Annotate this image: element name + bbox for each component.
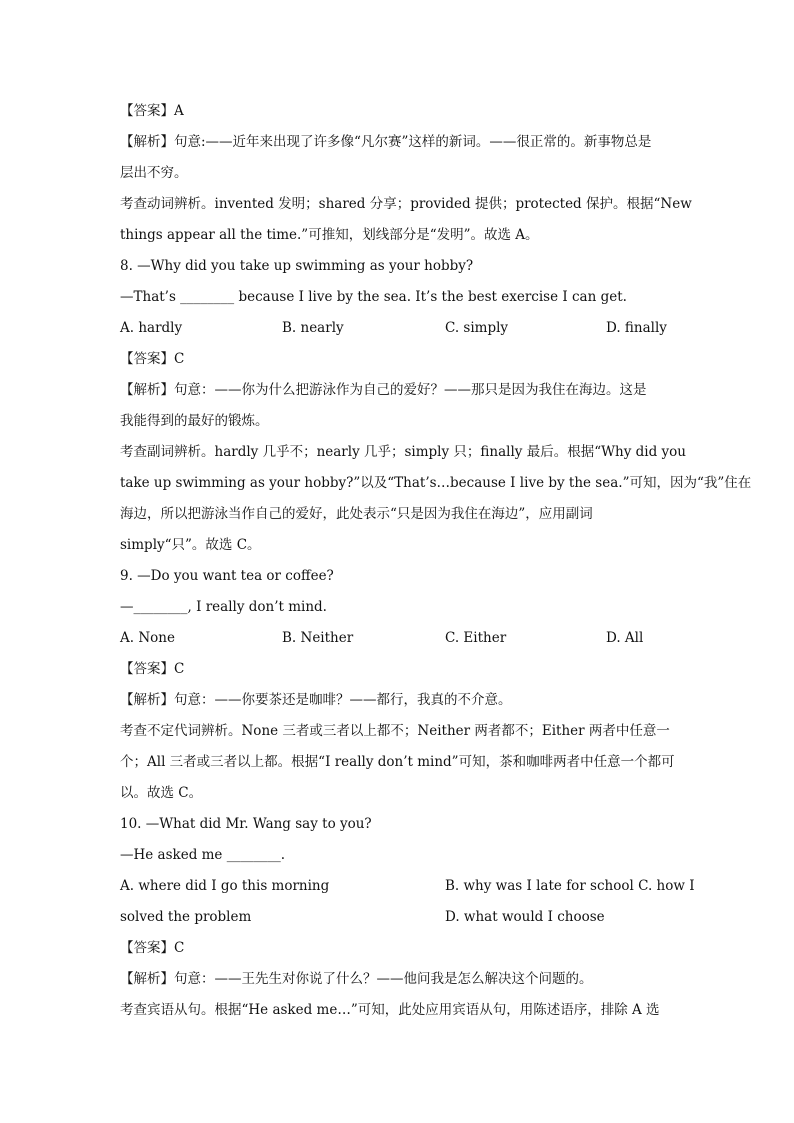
explanation-q10-line1: 【解析】句意：——王先生对你说了什么？——他问我是怎么解决这个问题的。: [120, 971, 593, 987]
explanation-q7-line3: 考查动词辨析。invented 发明；shared 分享；provided 提供；protected 保护。根据“New: [120, 196, 692, 212]
explanation-q8-line4: take up swimming as your hobby?”以及“That’s…because I live by the sea.”可知，因为“我”住在: [120, 475, 752, 491]
question-10-line1: 10. —What did Mr. Wang say to you?: [120, 816, 372, 832]
answer-q7: 【答案】A: [120, 103, 184, 119]
question-10-options-row1: [120, 871, 695, 902]
explanation-q8-line1: 【解析】句意：——你为什么把游泳作为自己的爱好？——那只是因为我住在海边。这是: [120, 382, 647, 398]
question-8-line2: —That’s ________ because I live by the sea. It’s the best exercise I can get.: [120, 289, 627, 305]
explanation-q8-line2: 我能得到的最好的锻炼。: [120, 413, 269, 429]
option-d: D. what would I choose: [445, 909, 605, 925]
option-a: A. where did I go this morning: [120, 878, 330, 894]
question-10-options-row2: [120, 902, 680, 933]
explanation-q7-line2: 层出不穷。: [120, 165, 188, 181]
option-b: B. nearly: [282, 320, 344, 336]
explanation-q9-line4: 以。故选 C。: [120, 785, 203, 801]
explanation-q8-line6: simply“只”。故选 C。: [120, 537, 261, 553]
question-10-line2: —He asked me ________.: [120, 847, 286, 863]
option-b-c: B. why was I late for school C. how I: [445, 878, 695, 894]
explanation-q7-line1: 【解析】句意:——近年来出现了许多像“凡尔赛”这样的新词。——很正常的。新事物总是: [120, 134, 652, 150]
option-c: C. Either: [445, 630, 507, 646]
question-8-options: [120, 313, 680, 344]
answer-q10: 【答案】C: [120, 940, 185, 956]
question-8-line1: 8. —Why did you take up swimming as your hobby?: [120, 258, 474, 274]
option-a: A. None: [120, 630, 175, 646]
question-9-options: [120, 623, 680, 654]
option-c-continued: solved the problem: [120, 909, 252, 925]
option-b: B. Neither: [282, 630, 354, 646]
option-c: C. simply: [445, 320, 509, 336]
document-body: [120, 96, 752, 1026]
question-9-line1: 9. —Do you want tea or coffee?: [120, 568, 334, 584]
answer-q9: 【答案】C: [120, 661, 185, 677]
explanation-q9-line1: 【解析】句意：——你要茶还是咖啡？——都行，我真的不介意。: [120, 692, 512, 708]
explanation-q9-line3: 个；All 三者或三者以上都。根据“I really don’t mind”可知，茶和咖啡两者中任意一个都可: [120, 754, 675, 770]
option-d: D. finally: [606, 320, 667, 336]
explanation-q9-line2: 考查不定代词辨析。None 三者或三者以上都不；Neither 两者都不；Either 两者中任意一: [120, 723, 670, 739]
explanation-q8-line3: 考查副词辨析。hardly 几乎不；nearly 几乎；simply 只；finally 最后。根据“Why did you: [120, 444, 686, 460]
option-a: A. hardly: [120, 320, 183, 336]
question-9-line2: —________, I really don’t mind.: [120, 599, 327, 615]
answer-q8: 【答案】C: [120, 351, 185, 367]
explanation-q10-line2: 考查宾语从句。根据“He asked me…”可知，此处应用宾语从句，用陈述语序，排除 A 选: [120, 1002, 660, 1018]
option-d: D. All: [606, 630, 644, 646]
explanation-q7-line4: things appear all the time.”可推知，划线部分是“发明”。故选 A。: [120, 227, 539, 243]
explanation-q8-line5: 海边，所以把游泳当作自己的爱好，此处表示“只是因为我住在海边”，应用副词: [120, 506, 593, 522]
